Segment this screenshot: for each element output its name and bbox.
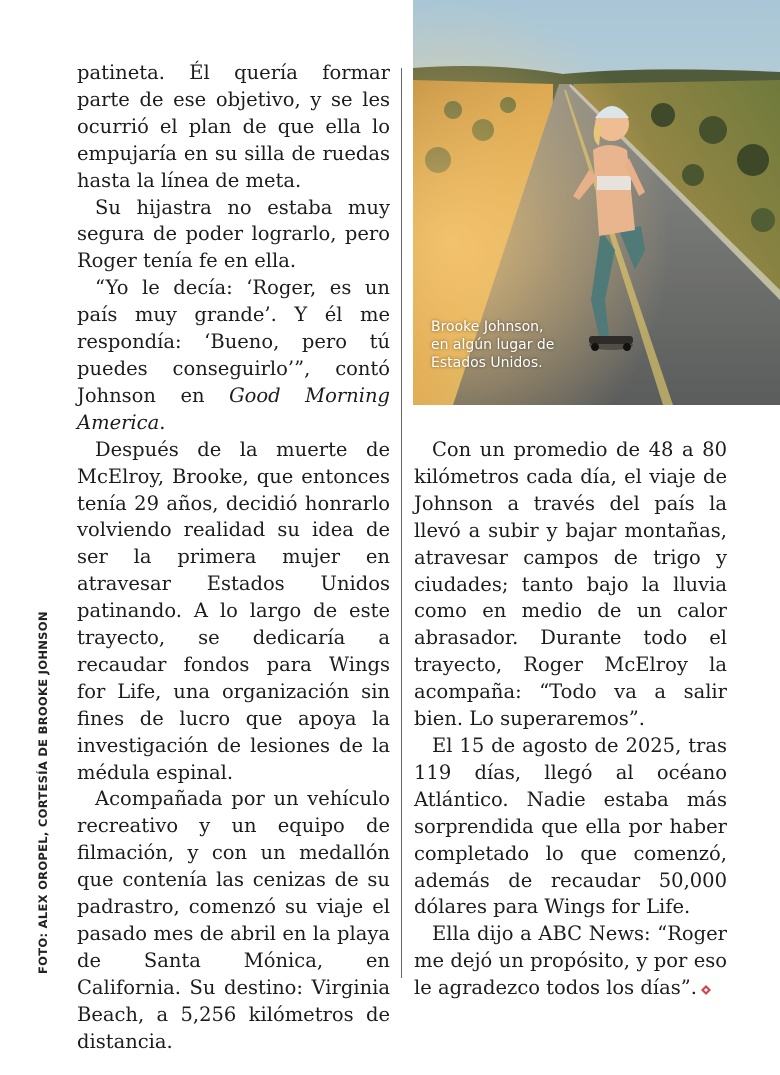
caption-line: en algún lugar de	[431, 337, 555, 353]
article-right-column	[414, 437, 727, 1002]
paragraph	[77, 275, 390, 436]
photo-credit: FOTO: ALEX OROPEL, CORTESÍA DE BROOKE JOHNSON	[36, 611, 50, 974]
paragraph-text: “Yo le decía: ‘Roger, es un país muy grande’. Y él me respondía: ‘Bueno, pero tú puedes conseguirlo’”, contó Johnson en	[77, 276, 390, 407]
photo-caption	[431, 318, 581, 372]
paragraph: El 15 de agosto de 2025, tras 119 días, llegó al océano Atlántico. Nadie estaba más sorprendida que ella por haber completado lo que comenzó, además de recaudar 50,000 dólares para Wings for Life.	[414, 733, 727, 919]
paragraph-text: .	[159, 410, 166, 434]
paragraph	[414, 921, 727, 1002]
paragraph: Con un promedio de 48 a 80 kilómetros cada día, el viaje de Johnson a través del país la llevó a subir y bajar montañas, atravesar campos de trigo y ciudades; tanto bajo la lluvia como en medio de un calor abrasador. Durante todo el trayecto, Roger McElroy la acompaña: “Todo va a salir bien. Lo superaremos”.	[414, 438, 727, 731]
show-title: Good Morning America	[77, 383, 390, 434]
paragraph: Después de la muerte de McElroy, Brooke, que entonces tenía 29 años, decidió honrarlo volviendo realidad su idea de ser la primera mujer en atravesar Estados Unidos patinando. A lo largo de este trayecto, se dedicaría a recaudar fondos para Wings for Life, una organización sin fines de lucro que apoya la investigación de lesiones de la médula espinal.	[77, 437, 390, 784]
diamond-end-mark-icon	[701, 985, 711, 995]
paragraph: patineta. Él quería formar parte de ese objetivo, y se les ocurrió el plan de que ella lo empujaría en su silla de ruedas hasta la línea de meta.	[77, 61, 390, 192]
paragraph: Su hijastra no estaba muy segura de poder lograrlo, pero Roger tenía fe en ella.	[77, 195, 390, 273]
column-divider	[401, 68, 402, 978]
paragraph-text: Ella dijo a ABC News: “Roger me dejó un propósito, y por eso le agradezco todos los días”.	[414, 922, 727, 1000]
paragraph: Acompañada por un vehículo recreativo y un equipo de filmación, y con un medallón que contenía las cenizas de su padrastro, comenzó su viaje el pasado mes de abril en la playa de Santa Mónica, en California. Su destino: Virginia Beach, a 5,256 kilómetros de distancia.	[77, 787, 390, 1053]
article-left-column	[77, 60, 390, 1056]
caption-line: Estados Unidos.	[431, 355, 543, 371]
caption-line: Brooke Johnson,	[431, 319, 544, 335]
photo	[413, 0, 780, 405]
